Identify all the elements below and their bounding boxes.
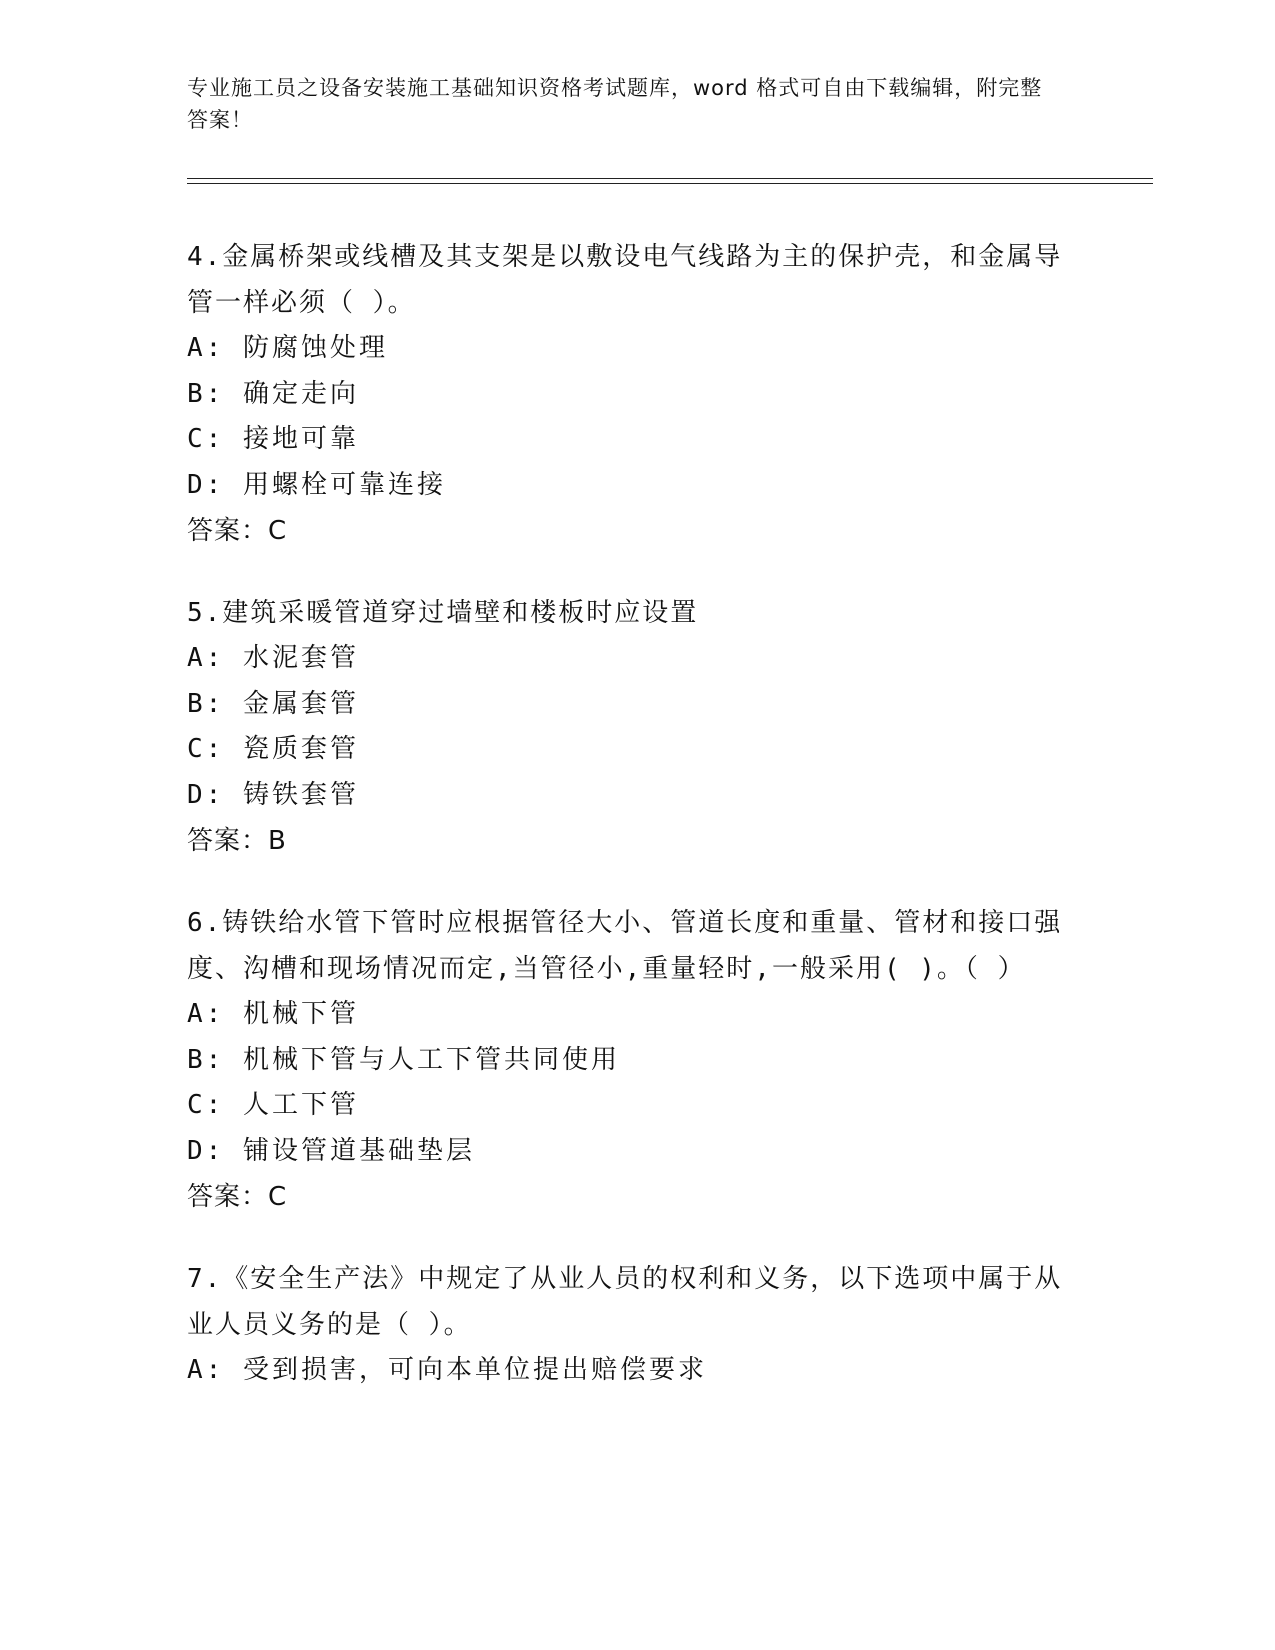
question-5 — [187, 590, 1067, 864]
question-6 — [187, 900, 1067, 1220]
question-text: 5.建筑采暖管道穿过墙壁和楼板时应设置 — [187, 598, 699, 628]
option-c: C: 瓷质套管 — [187, 734, 359, 764]
option-b: B: 确定走向 — [187, 378, 359, 409]
question-text: 4.金属桥架或线槽及其支架是以敷设电气线路为主的保护壳，和金属导管一样必须（ ）。 — [187, 242, 1063, 318]
header-divider-bottom — [187, 183, 1153, 184]
option-a: A: 受到损害，可向本单位提出赔偿要求 — [187, 1355, 707, 1385]
answer: 答案：C — [187, 516, 288, 546]
option-a: A: 机械下管 — [187, 999, 359, 1029]
option-d: D: 铺设管道基础垫层 — [187, 1135, 475, 1166]
question-list — [187, 234, 1067, 1430]
header-divider-top — [187, 178, 1153, 179]
document-header — [187, 72, 1057, 136]
option-c: C: 接地可靠 — [187, 424, 359, 454]
question-text: 6.铸铁给水管下管时应根据管径大小、管道长度和重量、管材和接口强度、沟槽和现场情况而定,当管径小,重量轻时,一般采用( )。（ ） — [187, 908, 1063, 984]
option-b: B: 机械下管与人工下管共同使用 — [187, 1044, 620, 1075]
question-4 — [187, 234, 1067, 554]
option-b: B: 金属套管 — [187, 688, 359, 719]
answer: 答案：C — [187, 1182, 288, 1212]
question-7 — [187, 1256, 1067, 1394]
option-a: A: 防腐蚀处理 — [187, 333, 388, 363]
header-text: 专业施工员之设备安装施工基础知识资格考试题库，word 格式可自由下载编辑，附完整答案！ — [187, 76, 1043, 132]
question-text: 7.《安全生产法》中规定了从业人员的权利和义务，以下选项中属于从业人员义务的是（ ）。 — [187, 1264, 1063, 1340]
option-c: C: 人工下管 — [187, 1090, 359, 1120]
option-d: D: 铸铁套管 — [187, 779, 359, 810]
option-a: A: 水泥套管 — [187, 643, 359, 673]
option-d: D: 用螺栓可靠连接 — [187, 469, 446, 500]
answer: 答案：B — [187, 826, 287, 856]
